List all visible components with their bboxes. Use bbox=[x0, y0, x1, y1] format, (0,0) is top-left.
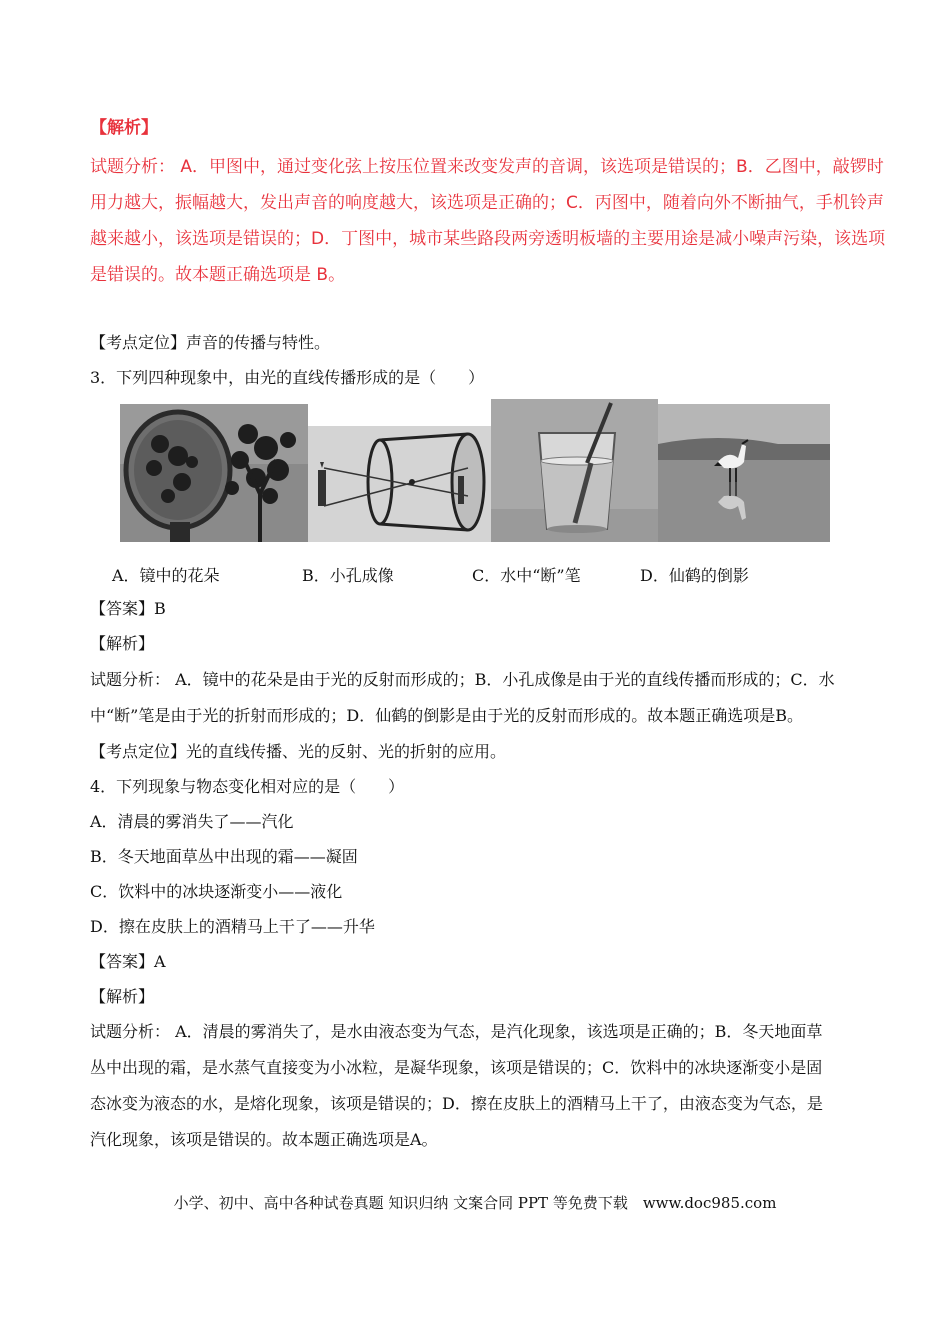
analysis-line-q4-2: 丛中出现的霜，是水蒸气直接变为小冰粒，是凝华现象，该项是错误的；C．饮料中的冰块逐渐变小是固 bbox=[90, 1058, 823, 1077]
question-4: 4．下列现象与物态变化相对应的是（ ） bbox=[90, 777, 405, 796]
option-q3-b: B．小孔成像 bbox=[302, 566, 394, 585]
pinhole-camera-image bbox=[308, 426, 492, 542]
analysis-line-q4-4: 汽化现象，该项是错误的。故本题正确选项是A。 bbox=[90, 1130, 438, 1149]
option-q3-d: D．仙鹤的倒影 bbox=[640, 566, 749, 585]
page-footer: 小学、初中、高中各种试卷真题 知识归纳 文案合同 PPT 等免费下载 www.doc985.com bbox=[173, 1194, 777, 1212]
answer-q4: 【答案】A bbox=[90, 952, 166, 971]
option-q3-c: C．水中“断”笔 bbox=[472, 566, 581, 585]
option-q3-a: A．镜中的花朵 bbox=[112, 566, 220, 585]
answer-q3: 【答案】B bbox=[90, 599, 166, 618]
option-q4-d: D．擦在皮肤上的酒精马上干了——升华 bbox=[90, 917, 375, 936]
analysis-line-q3-1: 试题分析： A．镜中的花朵是由于光的反射而形成的；B．小孔成像是由于光的直线传播而形成的；C．水 bbox=[90, 670, 835, 689]
option-q4-a: A．清晨的雾消失了——汽化 bbox=[90, 812, 294, 831]
analysis-line-q2-1: 试题分析： A．甲图中，通过变化弦上按压位置来改变发声的音调，该选项是错误的；B．乙图中，敲锣时 bbox=[90, 157, 884, 177]
analysis-heading-q4: 【解析】 bbox=[90, 987, 155, 1006]
analysis-line-q4-3: 态冰变为液态的水，是熔化现象，该项是错误的；D．擦在皮肤上的酒精马上干了，由液态变为气态，是 bbox=[90, 1094, 823, 1113]
analysis-line-q4-1: 试题分析： A．清晨的雾消失了，是水由液态变为气态，是汽化现象，该选项是正确的；B．冬天地面草 bbox=[90, 1022, 823, 1041]
analysis-line-q3-2: 中“断”笔是由于光的折射而形成的；D．仙鹤的倒影是由于光的反射而形成的。故本题正确选项是B。 bbox=[90, 706, 803, 725]
analysis-line-q2-3: 越来越小，该选项是错误的；D．丁图中，城市某些路段两旁透明板墙的主要用途是减小噪声污染，该选项 bbox=[90, 229, 886, 249]
kaodian-q3: 【考点定位】光的直线传播、光的反射、光的折射的应用。 bbox=[90, 742, 507, 761]
kaodian-q2: 【考点定位】声音的传播与特性。 bbox=[90, 333, 331, 352]
option-q4-c: C．饮料中的冰块逐渐变小——液化 bbox=[90, 882, 343, 901]
crane-reflection-image bbox=[658, 404, 830, 542]
pencil-in-water-image bbox=[491, 399, 658, 542]
analysis-line-q2-2: 用力越大，振幅越大，发出声音的响度越大，该选项是正确的；C．丙图中，随着向外不断抽气，手机铃声 bbox=[90, 193, 884, 213]
analysis-heading-q3: 【解析】 bbox=[90, 634, 155, 653]
analysis-heading-q2: 【解析】 bbox=[90, 118, 158, 138]
option-q4-b: B．冬天地面草丛中出现的霜——凝固 bbox=[90, 847, 358, 866]
question-3: 3．下列四种现象中，由光的直线传播形成的是（ ） bbox=[90, 368, 485, 387]
mirror-flowers-image bbox=[120, 404, 308, 542]
analysis-line-q2-4: 是错误的。故本题正确选项是 B。 bbox=[90, 265, 346, 285]
